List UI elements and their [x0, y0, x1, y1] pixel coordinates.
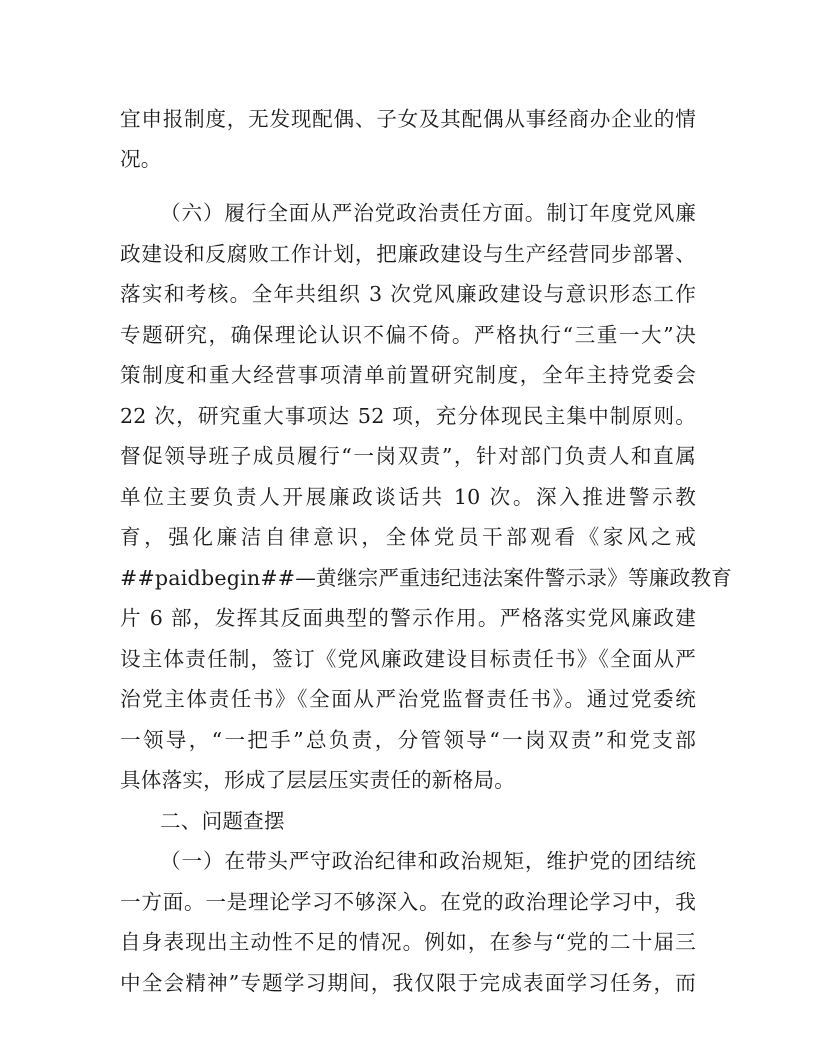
text-line: 22 次，研究重大事项达 52 项，充分体现民主集中制原则。: [120, 404, 696, 428]
text-line: 况。: [120, 147, 162, 171]
text-line: 督促领导班子成员履行“一岗双责”，针对部门负责人和直属: [120, 444, 696, 468]
section-six-heading-line: （六）履行全面从严治党政治责任方面。制订年度党风廉: [160, 201, 696, 225]
text-line: 自身表现出主动性不足的情况。例如，在参与“党的二十届三: [120, 930, 696, 954]
subsection-heading-line: （一）在带头严守政治纪律和政治规矩，维护党的团结统: [160, 849, 696, 873]
text-line: 单位主要负责人开展廉政谈话共 10 次。深入推进警示教: [120, 485, 696, 509]
section-heading: 二、问题查摆: [160, 809, 285, 833]
text-line: 治党主体责任书》《全面从严治党监督责任书》。通过党委统: [120, 687, 696, 711]
text-line: ##paidbegin##—黄继宗严重违纪违法案件警示录》等廉政教育: [120, 566, 732, 590]
text-line: 落实和考核。全年共组织 3 次党风廉政建设与意识形态工作: [120, 282, 696, 306]
text-line: 政建设和反腐败工作计划，把廉政建设与生产经营同步部署、: [120, 242, 696, 266]
text-line: 策制度和重大经营事项清单前置研究制度，全年主持党委会: [120, 363, 696, 387]
text-line: 育，强化廉洁自律意识，全体党员干部观看《家风之戒: [120, 525, 696, 549]
text-line: 具体落实，形成了层层压实责任的新格局。: [120, 768, 516, 792]
text-line: 中全会精神”专题学习期间，我仅限于完成表面学习任务，而: [120, 971, 696, 995]
text-line: 专题研究，确保理论认识不偏不倚。严格执行“三重一大”决: [120, 323, 696, 347]
text-line: 设主体责任制，签订《党风廉政建设目标责任书》《全面从严: [120, 647, 696, 671]
text-line: 一方面。一是理论学习不够深入。在党的政治理论学习中，我: [120, 890, 696, 914]
text-line: 宜申报制度，无发现配偶、子女及其配偶从事经商办企业的情: [120, 107, 696, 131]
text-line: 一领导，“一把手”总负责，分管领导“一岗双责”和党支部: [120, 728, 696, 752]
text-line: 片 6 部，发挥其反面典型的警示作用。严格落实党风廉政建: [120, 606, 696, 630]
